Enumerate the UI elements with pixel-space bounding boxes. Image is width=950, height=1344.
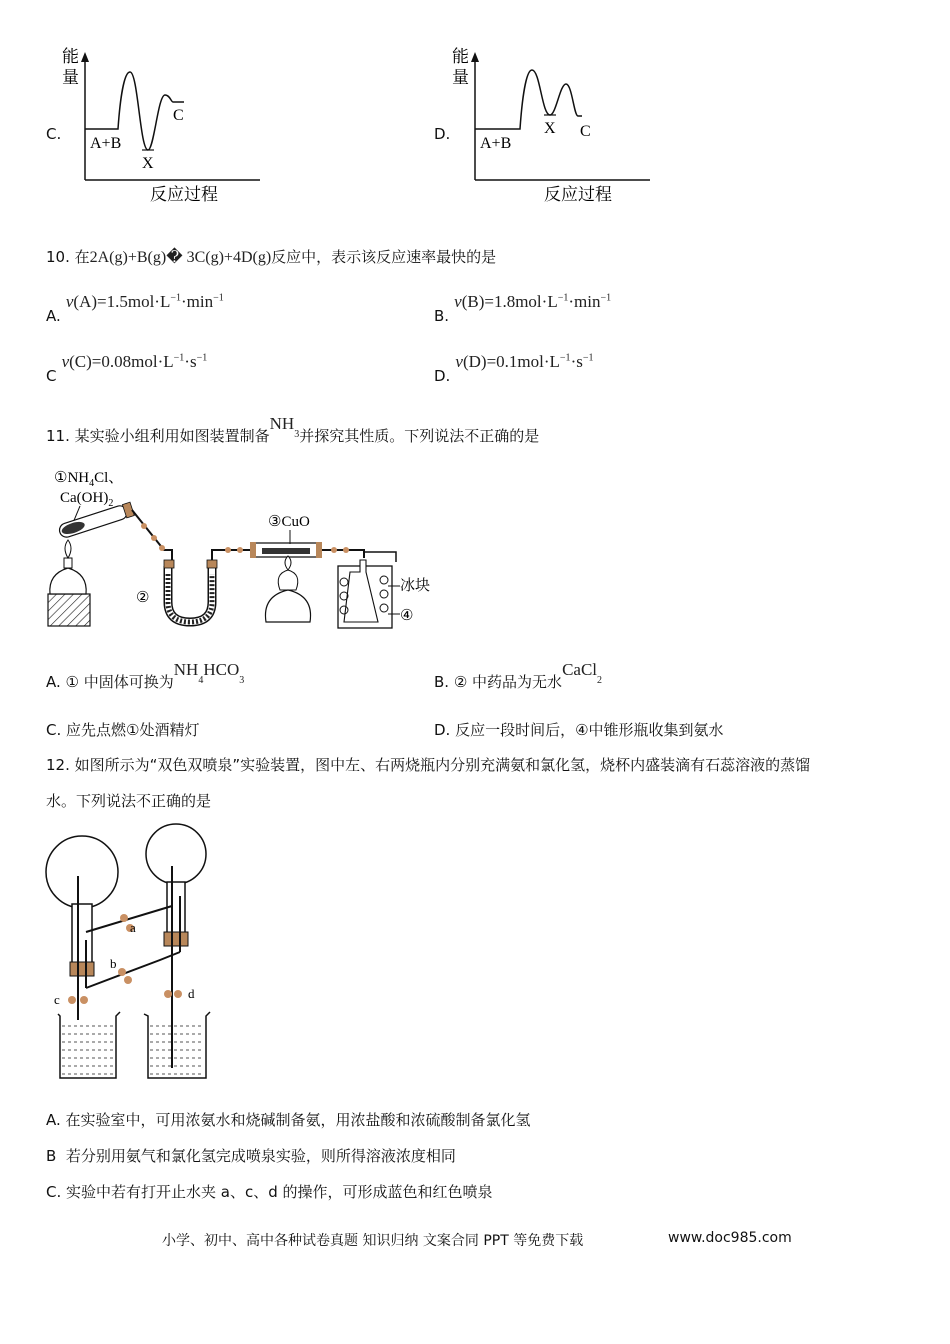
double-fountain-figure — [40, 820, 220, 1082]
q12-option-a[interactable]: A. 在实验室中，可用浓氨水和烧碱制备氨，用浓盐酸和浓硫酸制备氯化氢 — [46, 1111, 531, 1129]
end-label: C — [580, 123, 591, 140]
q12-option-b[interactable]: B 若分别用氨气和氯化氢完成喷泉实验，则所得溶液浓度相同 — [46, 1147, 456, 1165]
start-label: A+B — [90, 135, 122, 152]
option-c-label: C. — [46, 125, 62, 143]
energy-graph-c — [60, 40, 260, 210]
y-label-1: 能 — [62, 47, 79, 66]
clamp-a-label: a — [130, 920, 136, 935]
x-label: 反应过程 — [544, 185, 612, 204]
q10-option-d[interactable]: D. $v(D)=0.1mol\cdot L^{-1}\cdot s^{-1}$ — [434, 352, 594, 385]
option-d-label: D. — [434, 125, 451, 143]
y-label-1: 能 — [452, 47, 469, 66]
end-label: C — [173, 107, 184, 124]
label-4: ④ — [400, 608, 414, 624]
q10-stem: 10. 在2A(g)+B(g)� 3C(g)+4D(g)反应中，表示该反应速率最快的是 — [46, 248, 497, 266]
label-ice: 冰块 — [400, 578, 431, 594]
q11-option-b[interactable]: B. ② 中药品为无水CaCl$_2$ — [434, 660, 603, 691]
q11-stem: 11. 某实验小组利用如图装置制备$NH_3$并探究其性质。下列说法不正确的是 — [46, 414, 540, 445]
mid-label: X — [544, 120, 556, 137]
q11-option-a[interactable]: A. ① 中固体可换为$NH_4HCO_3$ — [46, 660, 245, 691]
mid-label: X — [142, 155, 154, 172]
start-label: A+B — [480, 135, 512, 152]
q12-stem-line2: 水。下列说法不正确的是 — [46, 792, 212, 810]
energy-graph-d — [450, 40, 650, 210]
footer-url[interactable]: www.doc985.com — [668, 1230, 792, 1246]
clamp-d-label: d — [188, 986, 195, 1001]
y-label-2: 量 — [452, 68, 469, 87]
q11-option-d[interactable]: D. 反应一段时间后，④中锥形瓶收集到氨水 — [434, 721, 724, 739]
q10-option-b[interactable]: B. $v(B)=1.8mol\cdot L^{-1}\cdot\min^{-1}$ — [434, 292, 612, 325]
y-label-2: 量 — [62, 68, 79, 87]
label-2: ② — [136, 590, 150, 606]
label-1: $①NH_4Cl$、 — [54, 470, 124, 489]
x-label: 反应过程 — [150, 185, 218, 204]
footer-text: 小学、初中、高中各种试卷真题 知识归纳 文案合同 PPT 等免费下载 — [162, 1233, 584, 1249]
clamp-b-label: b — [110, 956, 117, 971]
label-1b: $Ca(OH)_2$ — [60, 490, 114, 509]
q10-option-c[interactable]: C $v(C)=0.08mol\cdot L^{-1}\cdot s^{-1}$ — [46, 352, 208, 385]
q12-option-c[interactable]: C. 实验中若有打开止水夹 a、c、d 的操作，可形成蓝色和红色喷泉 — [46, 1183, 493, 1201]
clamp-c-label: c — [54, 992, 60, 1007]
nh3-apparatus-figure — [44, 462, 431, 632]
label-3: ③CuO — [268, 514, 310, 530]
q12-stem-line1: 12. 如图所示为“双色双喷泉”实验装置，图中左、右两烧瓶内分别充满氨和氯化氢，烧杯内盛装滴有石蕊溶液的蒸馏 — [46, 756, 811, 774]
q11-option-c[interactable]: C. 应先点燃①处酒精灯 — [46, 721, 200, 739]
q10-option-a[interactable]: A. $v(A)=1.5mol\cdot L^{-1}\cdot\min^{-1}$ — [46, 292, 224, 325]
